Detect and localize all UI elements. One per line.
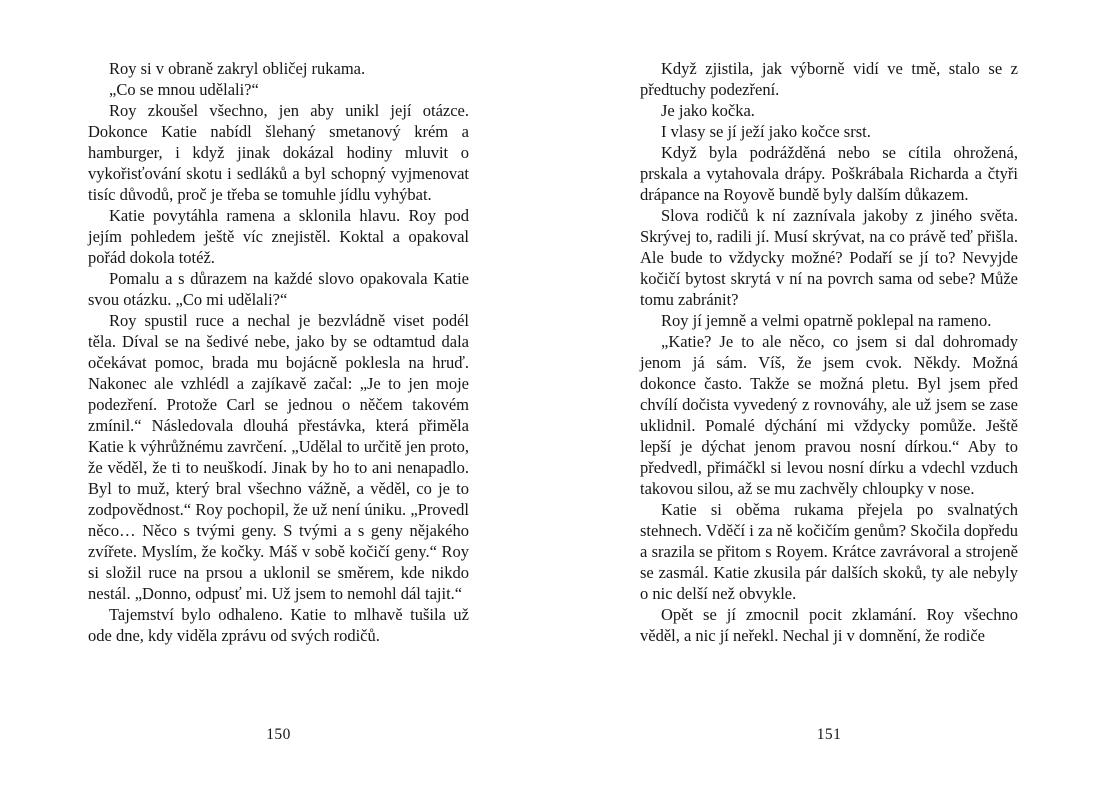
paragraph: Slova rodičů k ní zaznívala jakoby z jiného světa. Skrývej to, radili jí. Musí skrývat, na co právě teď přišla. Ale bude to vždycky možné? Podaří se jí to? Nevyjde kočičí bytost skrytá v ní na povrch sama od sebe? Může tomu zabránit? <box>640 206 1018 309</box>
page-number-left: 150 <box>266 726 291 743</box>
paragraph: I vlasy se jí ježí jako kočce srst. <box>661 122 871 141</box>
paragraph: Opět se jí zmocnil pocit zklamání. Roy všechno věděl, a nic jí neřekl. Nechal ji v domnění, že rodiče <box>640 605 1018 645</box>
paragraph: Katie povytáhla ramena a sklonila hlavu. Roy pod jejím pohledem ještě víc znejistěl. Koktal a opakoval pořád dokola totéž. <box>88 206 469 267</box>
page-right <box>640 58 1018 758</box>
paragraph: „Co se mnou udělali?“ <box>109 80 259 99</box>
paragraph: Roy jí jemně a velmi opatrně poklepal na rameno. <box>661 311 992 330</box>
page-left-text <box>88 58 469 646</box>
page-left <box>88 58 469 758</box>
paragraph: Roy si v obraně zakryl obličej rukama. <box>109 59 366 78</box>
paragraph: Katie si oběma rukama přejela po svalnatých stehnech. Vděčí i za ně kočičím genům? Skočila dopředu a srazila se přitom s Royem. Krátce zavrávoral a strojeně se zasmál. Katie zkusila pár dalších skoků, ty ale nebyly o nic delší než obvykle. <box>640 500 1018 603</box>
paragraph: Tajemství bylo odhaleno. Katie to mlhavě tušila už ode dne, kdy viděla zprávu od svých rodičů. <box>88 605 469 645</box>
paragraph: Pomalu a s důrazem na každé slovo opakovala Katie svou otázku. „Co mi udělali?“ <box>88 269 469 309</box>
paragraph: Když byla podrážděná nebo se cítila ohrožená, prskala a vytahovala drápy. Poškrábala Richarda a čtyři drápance na Royově bundě byly dalším důkazem. <box>640 143 1018 204</box>
page-right-text <box>640 58 1018 646</box>
page-number-right: 151 <box>816 726 842 743</box>
paragraph: Roy zkoušel všechno, jen aby unikl její otázce. Dokonce Katie nabídl šlehaný smetanový krém a hamburger, i když jinak dokázal hodiny mluvit o vykořisťování skotu i sedláků a byl schopný vyjmenovat tisíc důvodů, proč je třeba se tomuhle jídlu vyhýbat. <box>88 101 469 204</box>
paragraph: Když zjistila, jak výborně vidí ve tmě, stalo se z předtuchy podezření. <box>640 59 1018 99</box>
paragraph: Roy spustil ruce a nechal je bezvládně viset podél těla. Díval se na šedivé nebe, jako by se odtamtud dala očekávat pomoc, brada mu bojácně poklesla na hruď. Nakonec ale vzhlédl a zajíkavě začal: „Je to jen moje podezření. Protože Carl se jednou o něčem takovém zmínil.“ Následovala dlouhá přestávka, která přiměla Katie k výhrůžnému zavrčení. „Udělal to určitě jen proto, že věděl, že ti to neuškodí. Jinak by ho to ani nenapadlo. Byl to muž, který bral všechno vážně, a věděl, co je to zodpovědnost.“ Roy pochopil, že už není úniku. „Provedl něco… Něco s tvými geny. S tvými a s geny nějakého zvířete. Myslím, že kočky. Máš v sobě kočičí geny.“ Roy si složil ruce na prsou a uklonil se směrem, kde nikdo nestál. „Donno, odpusť mi. Už jsem to nemohl dál tajit.“ <box>88 311 469 603</box>
paragraph: Je jako kočka. <box>661 101 755 120</box>
paragraph: „Katie? Je to ale něco, co jsem si dal dohromady jenom já sám. Víš, že jsem cvok. Někdy. Možná dokonce často. Takže se možná pletu. Byl jsem před chvílí dočista vyvedený z rovnováhy, ale už jsem se zase uklidnil. Pomalé dýchání mi vždycky pomůže. Ještě lepší je dýchat jenom pravou nosní dírkou.“ Aby to předvedl, přimáčkl si levou nosní dírku a vdechl vzduch takovou silou, až se mu zachvěly chloupky v nose. <box>640 332 1018 498</box>
